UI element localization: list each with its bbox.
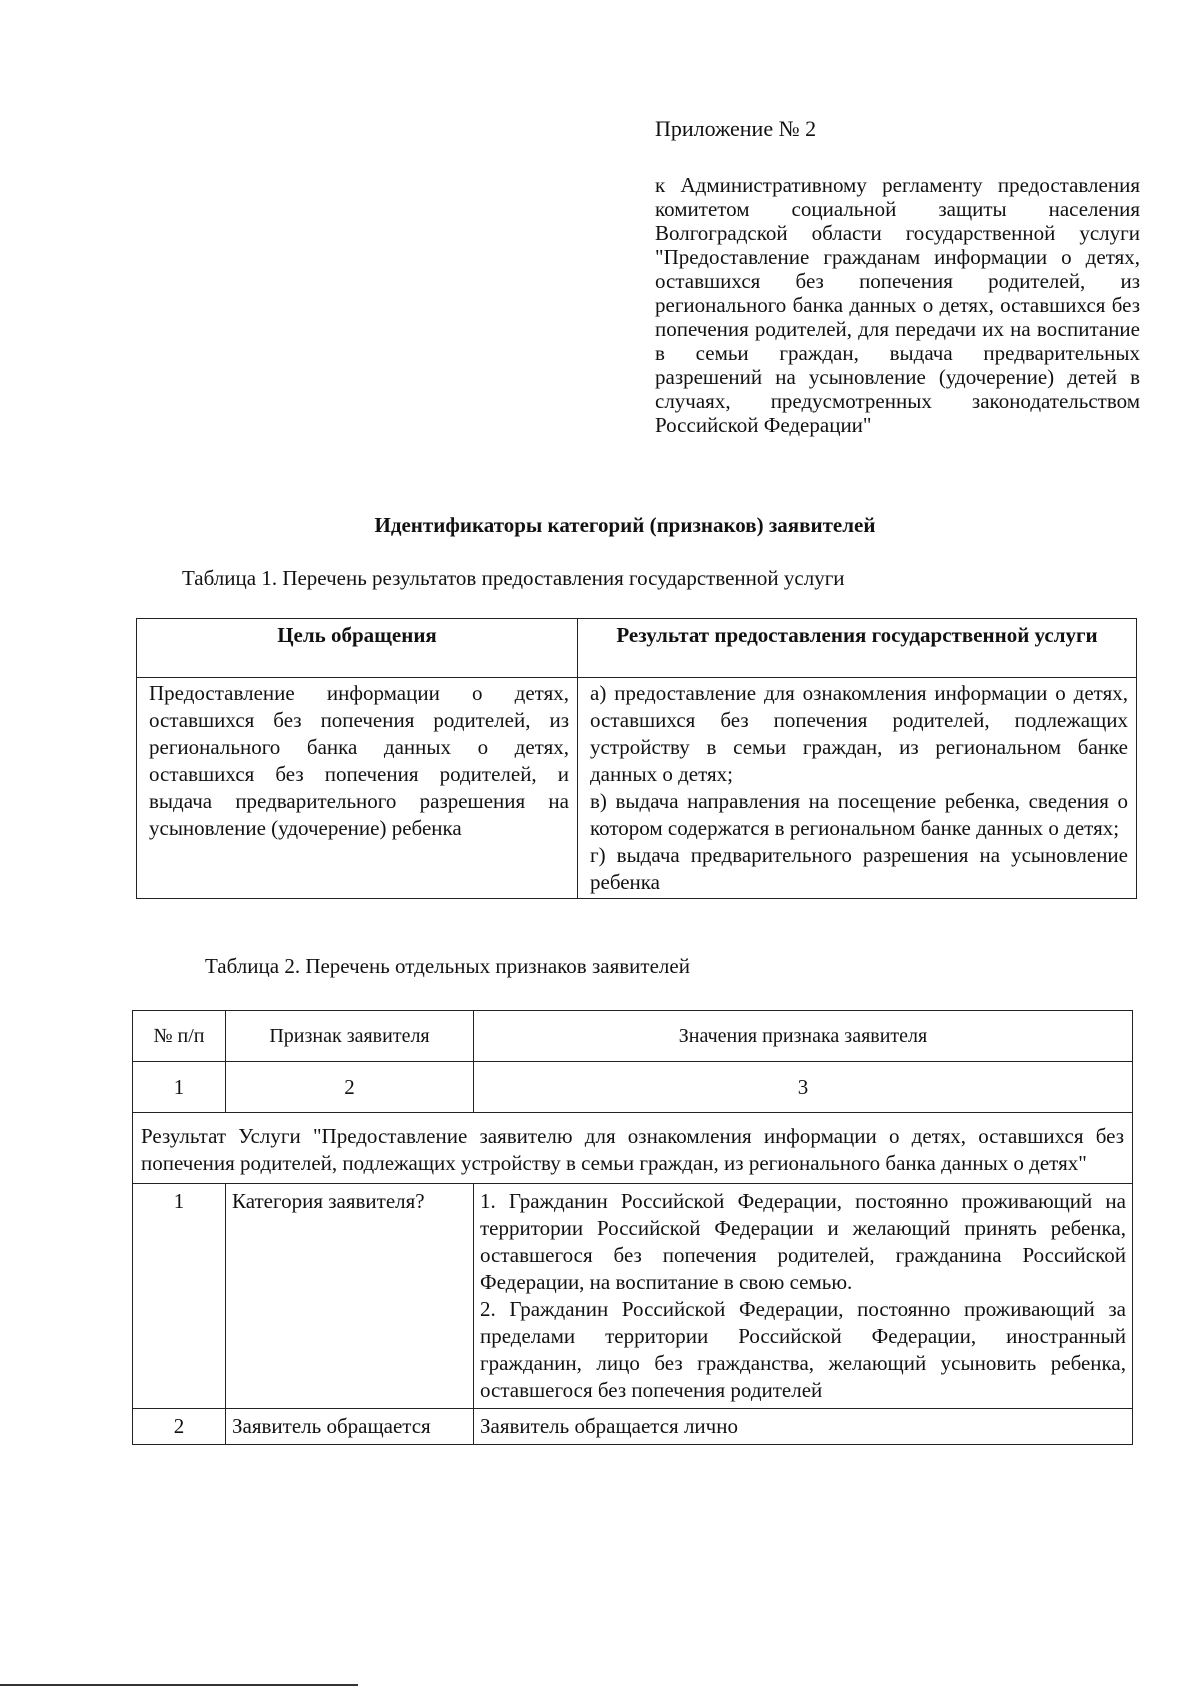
result-item-c: г) выдача предварительного разрешения на усыновление ребенка xyxy=(590,843,1128,894)
section-title-row xyxy=(133,1113,1133,1184)
document-heading: Идентификаторы категорий (признаков) заявителей xyxy=(374,513,876,537)
table-row xyxy=(133,1409,1133,1445)
result-item-b: в) выдача направления на посещение ребенка, сведения о котором содержатся в региональном банке данных о детях; xyxy=(590,789,1128,840)
value-item: 1. Гражданин Российской Федерации, постоянно проживающий на территории Российской Федерации и желающий принять ребенка, оставшегося без попечения родителей, гражданина Российской Федерации, на воспитание в свою семью. xyxy=(480,1189,1126,1294)
column-number: 2 xyxy=(226,1062,474,1113)
column-number: 1 xyxy=(133,1062,226,1113)
header-values: Значения признака заявителя xyxy=(474,1011,1133,1062)
row-values xyxy=(474,1184,1133,1409)
row-attribute: Заявитель обращается xyxy=(226,1409,474,1445)
table2-caption: Таблица 2. Перечень отдельных признаков заявителей xyxy=(205,954,690,978)
header-number: № п/п xyxy=(133,1011,226,1062)
table-row xyxy=(137,678,1137,899)
row-number: 1 xyxy=(133,1184,226,1409)
bottom-divider xyxy=(0,1684,358,1686)
applicant-attributes-table xyxy=(132,1010,1133,1445)
section-title: Результат Услуги "Предоставление заявителю для ознакомления информации о детях, оставшихся без попечения родителей, подлежащих устройству в семьи граждан, из регионального банка данных о детях" xyxy=(133,1113,1133,1184)
value-item: 2. Гражданин Российской Федерации, постоянно проживающий за пределами территории Российской Федерации, иностранный гражданин, лицо без гражданства, желающий усыновить ребенка, оставшегося без попечения родителей xyxy=(480,1297,1126,1402)
header-attribute: Признак заявителя xyxy=(226,1011,474,1062)
table-row xyxy=(133,1184,1133,1409)
value-item: Заявитель обращается лично xyxy=(480,1414,738,1438)
table1-caption: Таблица 1. Перечень результатов предоставления государственной услуги xyxy=(182,566,845,590)
column-numbers-row xyxy=(133,1062,1133,1113)
column-number: 3 xyxy=(474,1062,1133,1113)
result-item-a: а) предоставление для ознакомления информации о детях, оставшихся без попечения родителей, подлежащих устройству в семьи граждан, из региональном банке данных о детях; xyxy=(590,681,1128,786)
goal-cell xyxy=(137,678,578,899)
row-attribute: Категория заявителя? xyxy=(226,1184,474,1409)
header-result: Результат предоставления государственной услуги xyxy=(578,619,1137,678)
goal-text: Предоставление информации о детях, оставшихся без попечения родителей, из регионального банка данных о детях, оставшихся без попечения родителей, и выдача предварительного разрешения на усыновление (удочерение) ребенка xyxy=(149,681,569,840)
table-header-row xyxy=(133,1011,1133,1062)
result-cell xyxy=(578,678,1137,899)
header-goal: Цель обращения xyxy=(137,619,578,678)
appendix-reference-text: к Административному регламенту предоставления комитетом социальной защиты населения Волгоградской области государственной услуги "Предоставление гражданам информации о детях, оставшихся без попечения родителей, из регионального банка данных о детях, оставшихся без попечения родителей, для передачи их на воспитание в семьи граждан, выдача предварительных разрешений на усыновление (удочерение) детей в случаях, предусмотренных законодательством Российской Федерации" xyxy=(655,173,1140,437)
appendix-title: Приложение № 2 xyxy=(655,116,817,141)
results-table xyxy=(136,618,1137,899)
table-header-row xyxy=(137,619,1137,678)
row-values xyxy=(474,1409,1133,1445)
row-number: 2 xyxy=(133,1409,226,1445)
